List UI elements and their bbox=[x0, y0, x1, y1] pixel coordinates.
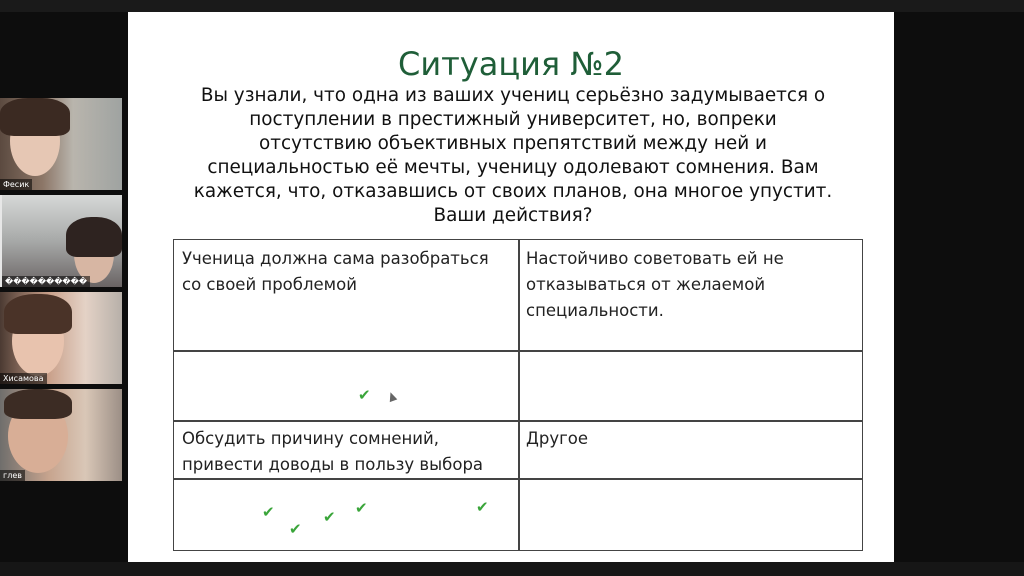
question-line: отсутствию объективных препятствий между ней и bbox=[259, 133, 767, 154]
participant-tile[interactable] bbox=[0, 389, 122, 481]
participant-tile[interactable] bbox=[0, 292, 122, 384]
slide-question bbox=[180, 84, 846, 228]
participant-tile[interactable] bbox=[0, 98, 122, 190]
option-cell-1 bbox=[182, 246, 489, 298]
participant-tile[interactable] bbox=[0, 195, 122, 287]
option-text: отказываться от желаемой bbox=[526, 275, 766, 294]
check-icon: ✔ bbox=[262, 503, 275, 521]
participant-video-hair bbox=[66, 217, 122, 257]
table-divider bbox=[174, 350, 862, 352]
question-line: Ваши действия? bbox=[433, 205, 593, 226]
table-divider bbox=[518, 240, 520, 550]
shared-slide bbox=[128, 12, 894, 562]
answer-table bbox=[173, 239, 863, 551]
option-text: Ученица должна сама разобраться bbox=[182, 249, 489, 268]
question-line: поступлении в престижный университет, но, вопреки bbox=[249, 109, 777, 130]
check-icon: ✔ bbox=[476, 498, 489, 516]
participant-name: Фесик bbox=[0, 179, 32, 190]
option-text: Обсудить причину сомнений, bbox=[182, 429, 439, 448]
question-line: специальностью её мечты, ученицу одолевают сомнения. Вам bbox=[207, 157, 819, 178]
check-icon: ✔ bbox=[323, 508, 336, 526]
participant-video-hair bbox=[4, 389, 72, 419]
window-bottom-bar bbox=[0, 562, 1024, 576]
participant-video-hair bbox=[4, 294, 72, 334]
option-cell-3 bbox=[182, 426, 483, 478]
check-icon: ✔ bbox=[289, 520, 302, 538]
option-text: привести доводы в пользу выбора bbox=[182, 455, 484, 474]
table-divider bbox=[174, 420, 862, 422]
question-line: Вы узнали, что одна из ваших учениц серьёзно задумывается о bbox=[200, 85, 826, 106]
participant-name: Хисамова bbox=[0, 373, 47, 384]
table-divider bbox=[174, 478, 862, 480]
option-text: со своей проблемой bbox=[182, 275, 357, 294]
check-icon: ✔ bbox=[355, 499, 368, 517]
check-icon: ✔ bbox=[358, 386, 371, 404]
option-text: специальности. bbox=[526, 301, 664, 320]
slide-title: Ситуация №2 bbox=[398, 45, 624, 83]
option-cell-2 bbox=[526, 246, 784, 324]
participant-video-hair bbox=[0, 98, 70, 136]
question-line: кажется, что, отказавшись от своих планов, она многое упустит. bbox=[193, 181, 833, 202]
participant-name: ���������� bbox=[2, 276, 90, 287]
option-text: Другое bbox=[526, 429, 589, 448]
window-top-bar bbox=[0, 0, 1024, 12]
participant-name: глев bbox=[0, 470, 25, 481]
participant-strip bbox=[0, 98, 122, 484]
option-cell-4 bbox=[526, 426, 588, 452]
option-text: Настойчиво советовать ей не bbox=[526, 249, 784, 268]
